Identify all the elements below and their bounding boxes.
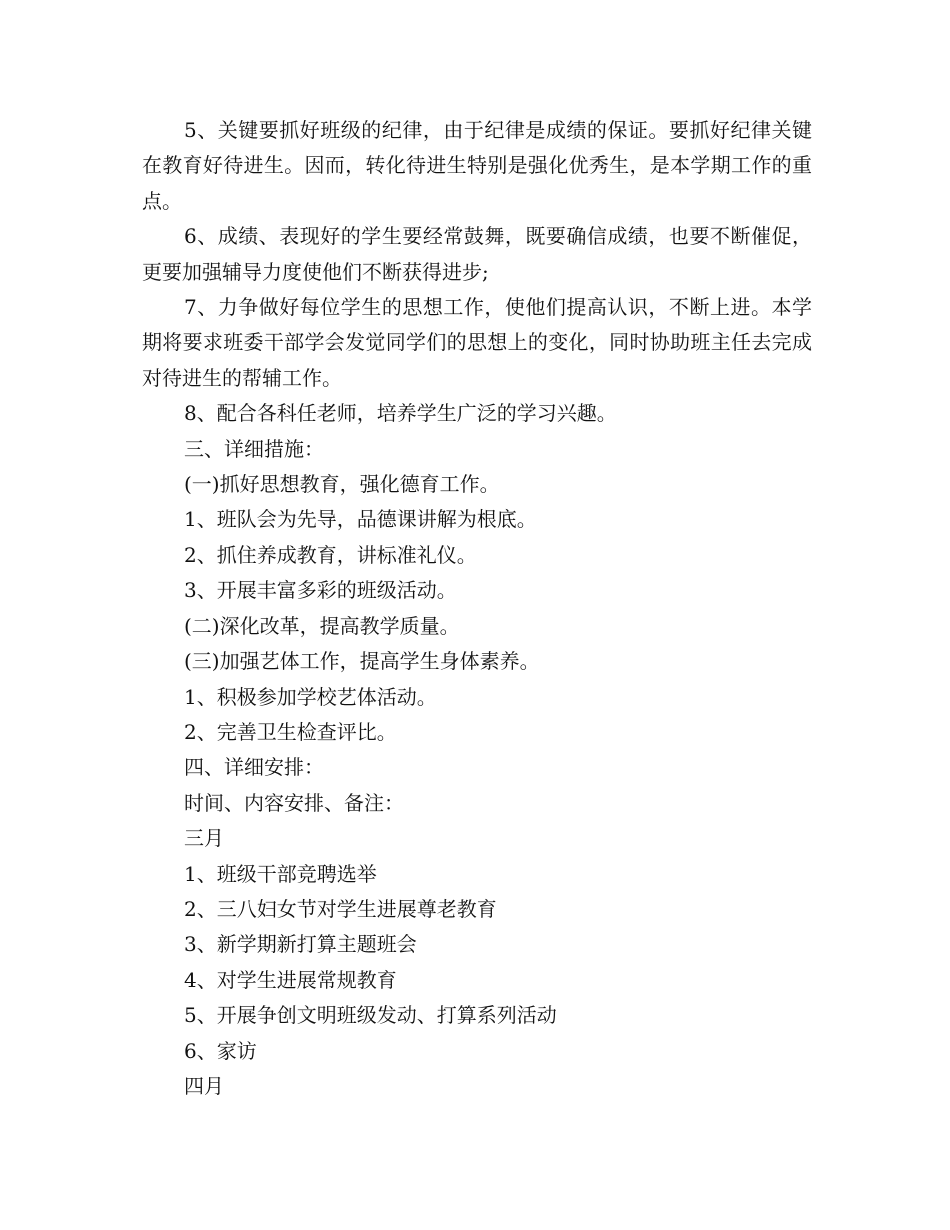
text-line: 8、配合各科任老师，培养学生广泛的学习兴趣。 <box>184 401 617 426</box>
paragraph-discipline: 5、关键要抓好班级的纪律，由于纪律是成绩的保证。要抓好纪律关键在教育好待进生。因而，转化待进生特别是强化优秀生，是本学期工作的重点。 <box>142 118 812 213</box>
subsection-heading: (三)加强艺体工作，提高学生身体素养。 <box>184 649 540 674</box>
month-heading-april: 四月 <box>184 1073 224 1098</box>
list-item: 1、班级干部竞聘选举 <box>184 861 377 886</box>
list-item: 1、班队会为先导，品德课讲解为根底。 <box>184 507 537 532</box>
subsection-heading: (二)深化改革，提高教学质量。 <box>184 613 460 638</box>
subsection-heading: (一)抓好思想教育，强化德育工作。 <box>184 472 500 497</box>
schedule-columns: 时间、内容安排、备注： <box>184 790 404 815</box>
list-item: 4、对学生进展常规教育 <box>184 967 397 992</box>
list-item: 3、新学期新打算主题班会 <box>184 932 417 957</box>
list-item: 2、完善卫生检查评比。 <box>184 719 397 744</box>
section-heading-measures: 三、详细措施： <box>184 436 324 461</box>
month-heading-march: 三月 <box>184 826 224 851</box>
paragraph-ideology-work: 7、力争做好每位学生的思想工作，使他们提高认识，不断上进。本学期将要求班委干部学会发觉同学们的思想上的变化，同时协助班主任去完成对待进生的帮辅工作。 <box>142 295 812 390</box>
list-item: 5、开展争创文明班级发动、打算系列活动 <box>184 1003 557 1028</box>
list-item: 6、家访 <box>184 1038 257 1063</box>
list-item: 2、三八妇女节对学生进展尊老教育 <box>184 896 497 921</box>
section-heading-schedule: 四、详细安排： <box>184 755 324 780</box>
list-item: 1、积极参加学校艺体活动。 <box>184 684 437 709</box>
document-body <box>142 113 812 1104</box>
list-item: 2、抓住养成教育，讲标准礼仪。 <box>184 542 477 567</box>
list-item: 3、开展丰富多彩的班级活动。 <box>184 578 457 603</box>
paragraph-encouragement: 6、成绩、表现好的学生要经常鼓舞，既要确信成绩，也要不断催促，更要加强辅导力度使他们不断获得进步; <box>142 224 812 284</box>
